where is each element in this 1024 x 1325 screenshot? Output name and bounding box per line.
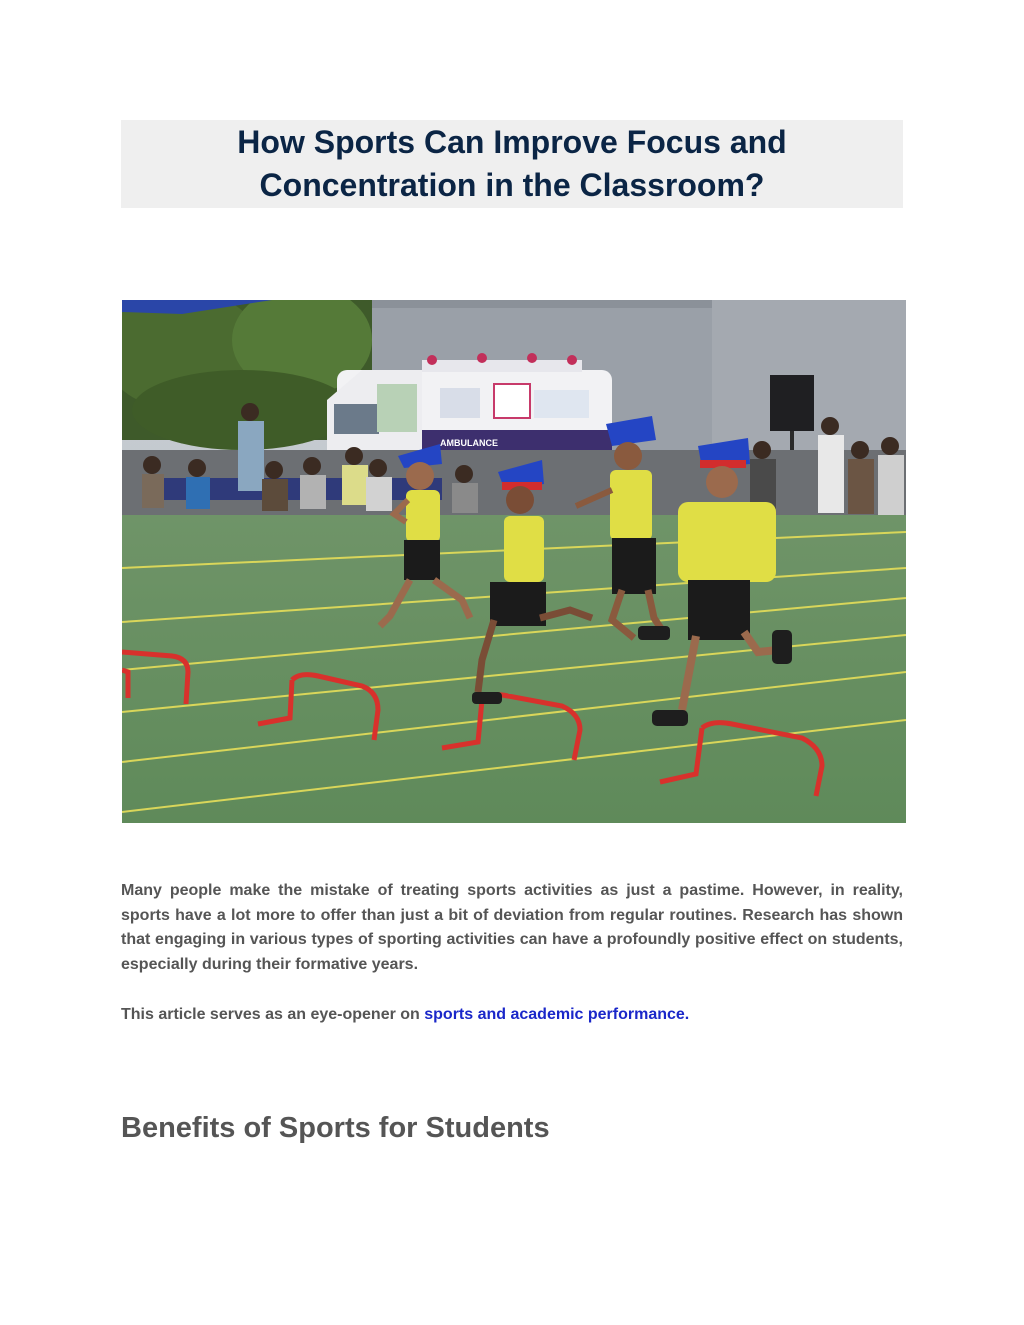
sports-academic-performance-link[interactable]: sports and academic performance.: [424, 1006, 690, 1023]
page-title: How Sports Can Improve Focus and Concentration in the Classroom?: [237, 124, 787, 203]
section-heading: Benefits of Sports for Students: [121, 1112, 550, 1144]
lead-paragraph: [121, 1003, 903, 1027]
lead-text: This article serves as an eye-opener on: [121, 1006, 425, 1023]
hurdles-race-photo: [122, 300, 906, 823]
intro-paragraph: Many people make the mistake of treating sports activities as just a pastime. However, in reality, sports have a lot more to offer than just a bit of deviation from regular routines. Research has shown that engaging in various types of sporting activities can have a profoundly positive effect on students, especially during their formative years.: [121, 882, 903, 973]
ambulance-label: AMBULANCE: [440, 438, 498, 448]
title-banner: [121, 120, 903, 208]
